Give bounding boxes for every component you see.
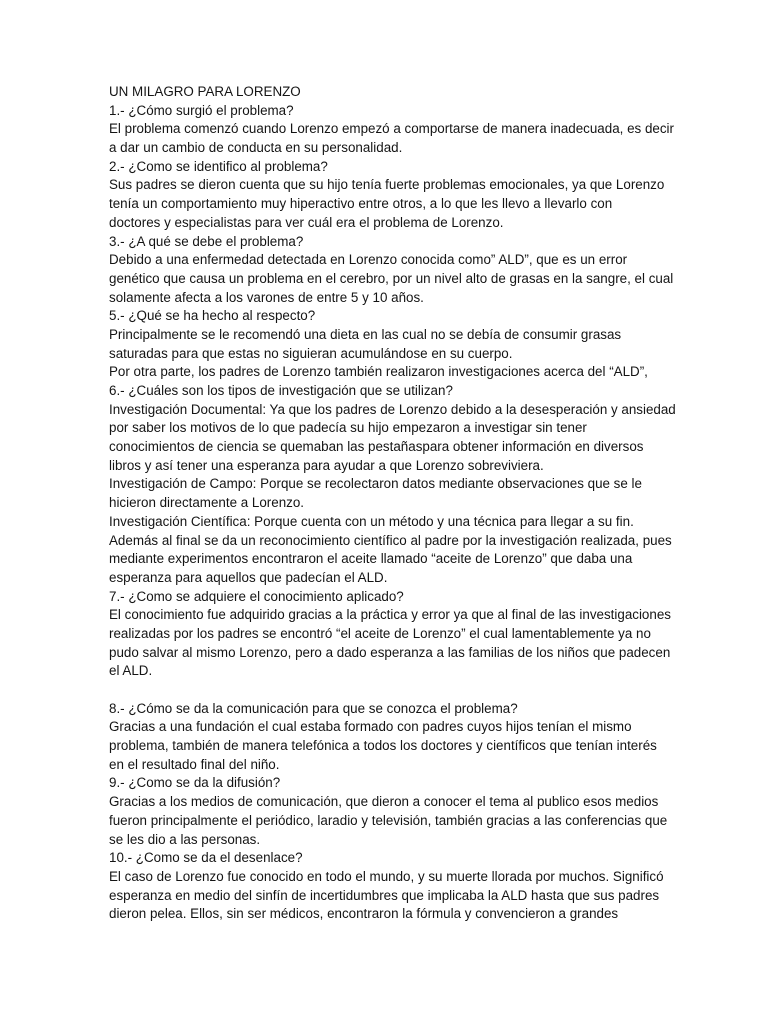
question-5-heading: 5.- ¿Qué se ha hecho al respecto? [109,308,316,324]
answer-6-line-3: conocimientos de ciencia se quemaban las pestañaspara obtener información en diversos [109,439,644,455]
answer-6-line-9: mediante experimentos encontraron el aceite llamado “aceite de Lorenzo” que daba una [109,551,633,567]
question-1-heading: 1.- ¿Cómo surgió el problema? [109,102,294,118]
answer-7-line-4: el ALD. [109,663,153,679]
answer-7-line-1: El conocimiento fue adquirido gracias a la práctica y error ya que al final de las investigaciones [109,607,671,623]
blank-line [109,681,669,700]
answer-3-line-1: Debido a una enfermedad detectada en Lorenzo conocida como” ALD”, que es un error [109,252,628,268]
answer-10-line-2: esperanza en medio del sinfín de incertidumbres que implicaba la ALD hasta que sus padres [109,887,660,903]
answer-6-line-6: hicieron directamente a Lorenzo. [109,495,305,511]
answer-7-line-3: pudo salvar al mismo Lorenzo, pero a dado esperanza a las familias de los niños que padecen [109,644,671,660]
answer-5-line-2: saturadas para que estas no siguieran acumulándose en su cuerpo. [109,345,513,361]
question-3-heading: 3.- ¿A qué se debe el problema? [109,233,304,249]
answer-8-line-1: Gracias a una fundación el cual estaba formado con padres cuyos hijos tenían el mismo [109,719,632,735]
answer-1-line-2: a dar un cambio de conducta en su personalidad. [109,140,403,156]
answer-6-line-10: esperanza para aquellos que padecían el ALD. [109,569,388,585]
question-8-heading: 8.- ¿Cómo se da la comunicación para que se conozca el problema? [109,700,518,716]
answer-8-line-3: en el resultado final del niño. [109,756,280,772]
answer-8-line-2: problema, también de manera telefónica a todos los doctores y científicos que tenían interés [109,738,657,754]
answer-6-line-8: Además al final se da un reconocimiento científico al padre por la investigación realizada, pues [109,532,672,548]
answer-9-line-3: se les dio a las personas. [109,831,261,847]
answer-6-line-2: por saber los motivos de lo que padecía su hijo empezaron a investigar sin tener [109,420,587,436]
answer-3-line-2: genético que causa un problema en el cerebro, por un nivel alto de grasas en la sangre, el cual [109,270,674,286]
question-6-heading: 6.- ¿Cuáles son los tipos de investigación que se utilizan? [109,383,453,398]
answer-3-line-3: solamente afecta a los varones de entre 5 y 10 años. [109,289,424,305]
question-10-heading: 10.- ¿Como se da el desenlace? [109,850,303,866]
answer-2-line-1: Sus padres se dieron cuenta que su hijo tenía fuerte problemas emocionales, ya que Lorenzo [109,177,665,193]
answer-9-line-1: Gracias a los medios de comunicación, que dieron a conocer el tema al publico esos medios [109,794,659,810]
answer-10-line-3: dieron pelea. Ellos, sin ser médicos, encontraron la fórmula y convencieron a grandes [109,906,619,922]
answer-5-line-1: Principalmente se le recomendó una dieta en las cual no se debía de consumir grasas [109,326,622,342]
answer-5-line-3: Por otra parte, los padres de Lorenzo también realizaron investigaciones acerca del “ALD”, [109,364,648,380]
answer-2-line-2: tenía un comportamiento muy hiperactivo entre otros, a lo que les llevo a llevarlo con [109,196,613,212]
answer-6-line-7: Investigación Científica: Porque cuenta con un método y una técnica para llegar a su fin. [109,513,634,529]
question-7-heading: 7.- ¿Como se adquiere el conocimiento aplicado? [109,588,404,604]
question-9-heading: 9.- ¿Como se da la difusión? [109,775,281,791]
answer-1-line-1: El problema comenzó cuando Lorenzo empezó a comportarse de manera inadecuada, es decir [109,121,674,137]
answer-10-line-1: El caso de Lorenzo fue conocido en todo el mundo, y su muerte llorada por muchos. Significó [109,868,664,884]
answer-6-line-5: Investigación de Campo: Porque se recolectaron datos mediante observaciones que se le [109,476,642,492]
answer-7-line-2: realizadas por los padres se encontró “el aceite de Lorenzo” el cual lamentablemente ya no [109,625,651,641]
document-title: UN MILAGRO PARA LORENZO [109,84,301,99]
question-2-heading: 2.- ¿Como se identifico al problema? [109,158,328,174]
answer-2-line-3: doctores y especialistas para ver cuál era el problema de Lorenzo. [109,214,504,230]
document-body [109,83,676,924]
answer-6-line-4: libros y así tener una esperanza para ayudar a que Lorenzo sobreviviera. [109,457,544,473]
answer-9-line-2: fueron principalmente el periódico, laradio y televisión, también gracias a las conferencias que [109,812,668,828]
answer-6-line-1: Investigación Documental: Ya que los padres de Lorenzo debido a la desesperación y ansiedad [109,401,676,417]
